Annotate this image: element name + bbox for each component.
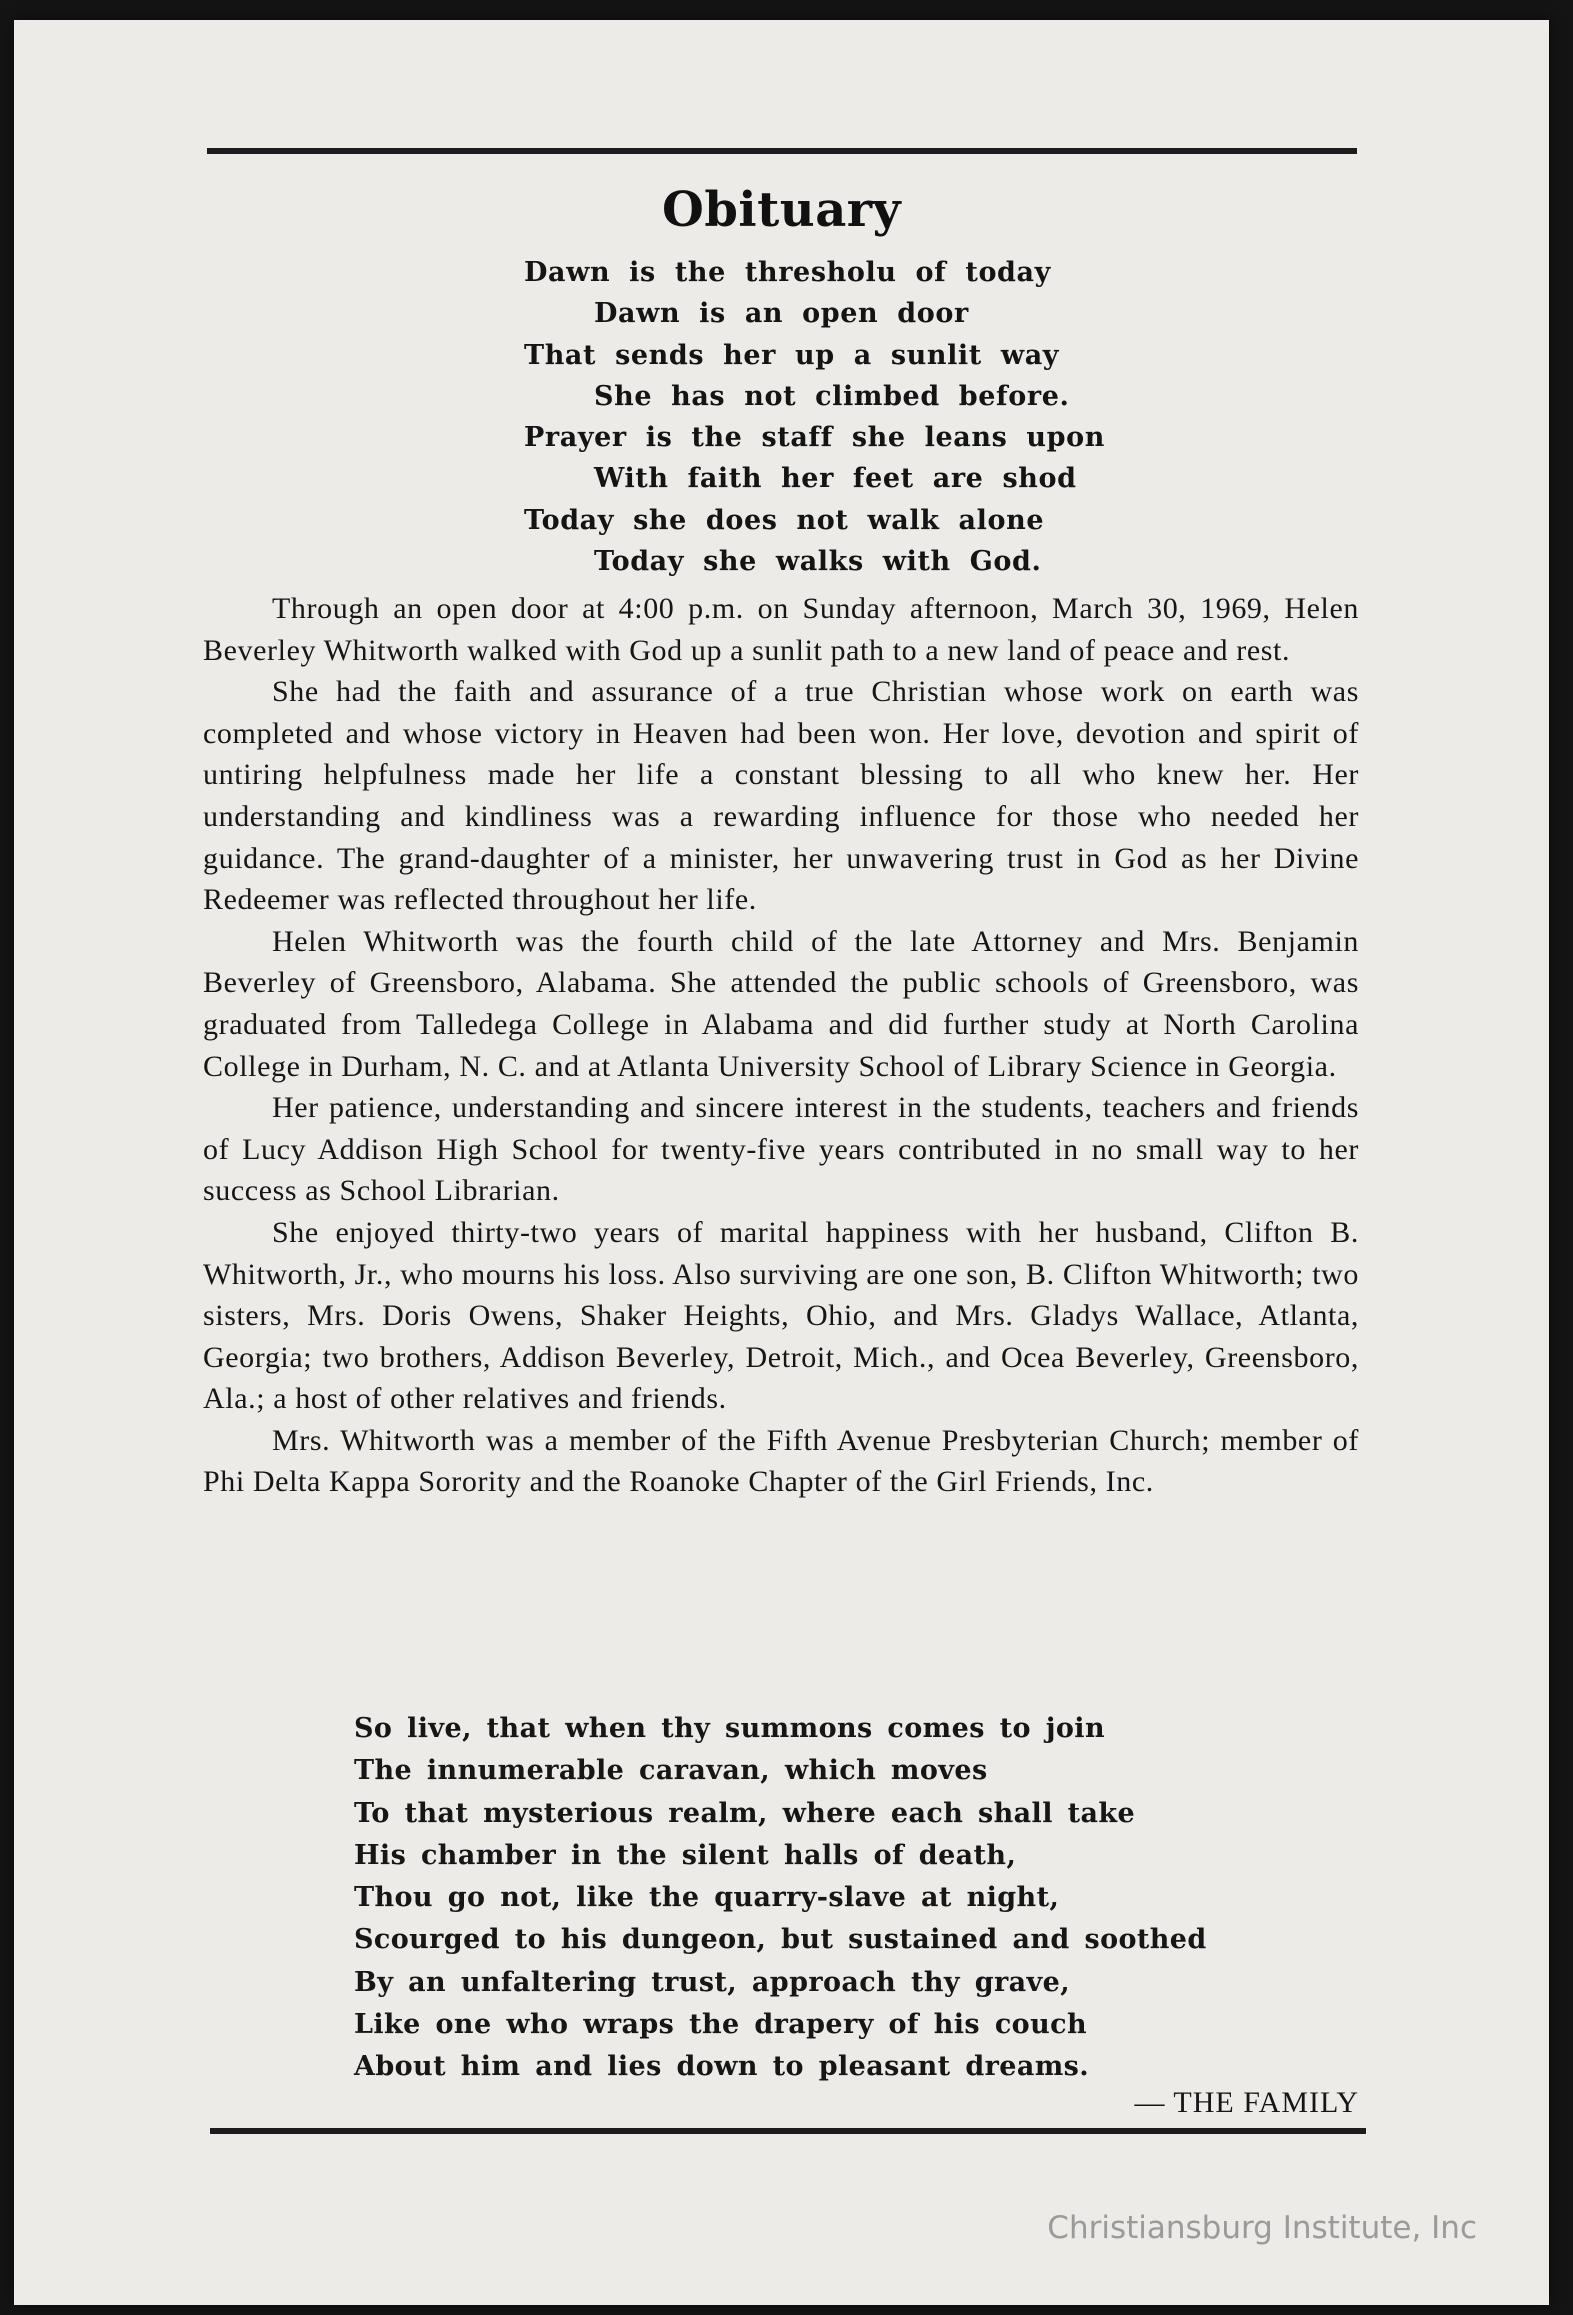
- watermark: Christiansburg Institute, Inc: [1047, 2210, 1477, 2246]
- document-page: [14, 20, 1549, 2305]
- paragraph: Her patience, understanding and sincere interest in the students, teachers and friends of Lucy Addison High School for twenty-five years contributed in no small way to her success as School Librarian.: [203, 1091, 1359, 1208]
- poem-line: Prayer is the staff she leans upon: [524, 422, 1105, 454]
- poem-line: Like one who wraps the drapery of his couch: [354, 2009, 1087, 2041]
- obituary-body: [203, 588, 1359, 1503]
- poem-line: Today she walks with God.: [594, 546, 1042, 578]
- poem-line: The innumerable caravan, which moves: [354, 1755, 988, 1787]
- poem-line: By an unfaltering trust, approach thy grave,: [354, 1966, 1071, 1998]
- paragraph: Mrs. Whitworth was a member of the Fifth Avenue Presbyterian Church; member of Phi Delta Kappa Sorority and the Roanoke Chapter of the Girl Friends, Inc.: [203, 1423, 1359, 1499]
- paragraph: Through an open door at 4:00 p.m. on Sunday afternoon, March 30, 1969, Helen Beverley Whitworth walked with God up a sunlit path to a new land of peace and rest.: [203, 592, 1359, 667]
- bottom-rule: [210, 2128, 1366, 2134]
- poem-line: Today she does not walk alone: [524, 504, 1045, 536]
- top-rule: [207, 148, 1357, 154]
- poem-line: She has not climbed before.: [594, 380, 1070, 412]
- poem-line: Scourged to his dungeon, but sustained and soothed: [354, 1924, 1207, 1956]
- paragraph: She enjoyed thirty-two years of marital happiness with her husband, Clifton B. Whitworth, Jr., who mourns his loss. Also surviving are one son, B. Clifton Whitworth; two sisters, Mrs. Doris Owens, Shaker Heights, Ohio, and Mrs. Gladys Wallace, Atlanta, Georgia; two brothers, Addison Beverley, Detroit, Mich., and Ocea Beverley, Greensboro, Ala.; a host of other relatives and friends.: [203, 1215, 1359, 1416]
- paragraph: Helen Whitworth was the fourth child of the late Attorney and Mrs. Benjamin Beverley of Greensboro, Alabama. She attended the public schools of Greensboro, was graduated from Talledega College in Alabama and did further study at North Carolina College in Durham, N. C. and at Atlanta University School of Library Science in Georgia.: [203, 924, 1359, 1083]
- poem-line: So live, that when thy summons comes to join: [354, 1713, 1105, 1744]
- poem-line: Thou go not, like the quarry-slave at night,: [354, 1882, 1060, 1914]
- poem-line: That sends her up a sunlit way: [524, 339, 1060, 371]
- poem-line: To that mysterious realm, where each shall take: [354, 1797, 1136, 1829]
- poem-line: With faith her feet are shod: [594, 463, 1077, 495]
- paragraph: She had the faith and assurance of a true Christian whose work on earth was completed and whose victory in Heaven had been won. Her love, devotion and spirit of untiring helpfulness made her life a constant blessing to all who knew her. Her understanding and kindliness was a rewarding influence for those who needed her guidance. The grand-daughter of a minister, her unwavering trust in God as her Divine Redeemer was reflected throughout her life.: [203, 675, 1359, 917]
- page-title: Obituary: [662, 182, 901, 238]
- signature: — THE FAMILY: [1134, 2086, 1359, 2119]
- opening-poem: [524, 252, 1105, 582]
- poem-line: His chamber in the silent halls of death,: [354, 1839, 1017, 1871]
- poem-line: Dawn is an open door: [594, 298, 969, 330]
- poem-line: Dawn is the thresholu of today: [524, 257, 1051, 288]
- closing-poem: [354, 1708, 1207, 2089]
- poem-line: About him and lies down to pleasant dreams.: [354, 2051, 1090, 2083]
